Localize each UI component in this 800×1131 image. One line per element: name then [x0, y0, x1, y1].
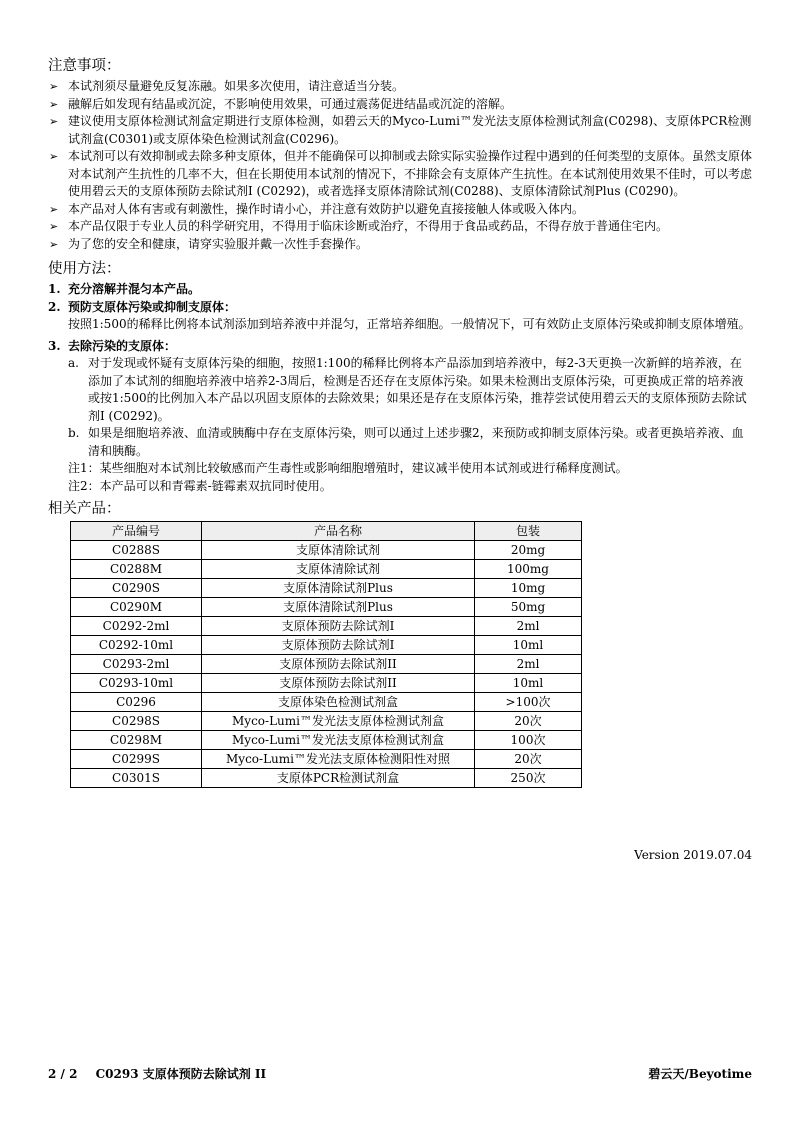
product-name: 支原体预防去除试剂II	[202, 674, 475, 693]
list-item	[48, 78, 752, 96]
product-code: C0290M	[71, 598, 202, 617]
product-code: C0296	[71, 693, 202, 712]
product-name: 支原体PCR检测试剂盒	[202, 769, 475, 788]
note-text: 本试剂须尽量避免反复冻融。如果多次使用，请注意适当分装。	[68, 79, 405, 93]
note-2: 注2：本产品可以和青霉素-链霉素双抗同时使用。	[68, 478, 332, 493]
product-package: 250次	[475, 769, 582, 788]
product-code: C0298S	[71, 712, 202, 731]
product-name: 支原体预防去除试剂II	[202, 655, 475, 674]
table-header-row	[71, 522, 582, 541]
note-text: 融解后如发现有结晶或沉淀，不影响使用效果，可通过震荡促进结晶或沉淀的溶解。	[68, 96, 513, 111]
usage-steps	[48, 281, 752, 495]
note-text: 本产品对人体有害或有刺激性，操作时请小心，并注意有效防护以避免直接接触人体或吸入体内。	[68, 201, 585, 216]
product-package: 100次	[475, 731, 582, 750]
product-code: C0288M	[71, 560, 202, 579]
sub-text: 如果是细胞培养液、血清或胰酶中存在支原体污染，则可以通过上述步骤2，来预防或抑制支原体污染。或者更换培养液、血清和胰酶。	[88, 426, 744, 458]
step-number: 1.	[48, 282, 61, 296]
table-row	[71, 674, 582, 693]
note-1: 注1：某些细胞对本试剂比较敏感而产生毒性或影响细胞增殖时，建议减半使用本试剂或进行稀释度测试。	[68, 461, 628, 475]
list-item	[48, 96, 752, 114]
table-row	[71, 598, 582, 617]
step-number: 3.	[48, 338, 61, 353]
product-package: 50mg	[475, 598, 582, 617]
table-row	[71, 750, 582, 769]
product-package: 20次	[475, 750, 582, 769]
list-item	[48, 201, 752, 219]
table-row	[71, 617, 582, 636]
product-package: 2ml	[475, 617, 582, 636]
arrow-bullet-icon: ➢	[49, 115, 59, 128]
product-name: 支原体清除试剂Plus	[202, 598, 475, 617]
product-code: C0298M	[71, 731, 202, 750]
table-row	[71, 712, 582, 731]
product-code: C0292-2ml	[71, 617, 202, 636]
list-item	[48, 236, 752, 254]
usage-title: 使用方法：	[48, 261, 121, 277]
product-package: 100mg	[475, 560, 582, 579]
table-row	[71, 769, 582, 788]
product-name: 支原体清除试剂	[202, 560, 475, 579]
product-code: C0293-10ml	[71, 674, 202, 693]
note-text: 建议使用支原体检测试剂盒定期进行支原体检测，如碧云天的Myco-Lumi™发光法支原体检测试剂盒(C0298)、支原体PCR检测试剂盒(C0301)或支原体染色检测试剂盒(C0296)。	[68, 114, 752, 146]
version-label: Version 2019.07.04	[634, 848, 752, 862]
product-name: Myco-Lumi™发光法支原体检测试剂盒	[202, 712, 475, 731]
product-name: 支原体清除试剂Plus	[202, 579, 475, 598]
step-3	[48, 338, 752, 356]
product-name: 支原体清除试剂	[202, 541, 475, 560]
notes-title: 注意事项：	[48, 58, 121, 74]
product-package: 2ml	[475, 655, 582, 674]
notes-list	[48, 78, 752, 253]
sub-text: 对于发现或怀疑有支原体污染的细胞，按照1:100的稀释比例将本产品添加到培养液中，每2-3天更换一次新鲜的培养液，在添加了本试剂的细胞培养液中培养2-3周后，检测是否还存在支原体污染。如果未检测出支原体污染，可更换成正常的培养液或按1:500的比例加入本产品以巩固支原体的去除效果；如果还是存在支原体污染，推荐尝试使用碧云天的支原体预防去除试剂I (C0292)。	[88, 356, 747, 423]
arrow-bullet-icon: ➢	[49, 150, 59, 163]
document-title: C0293 支原体预防去除试剂 II	[95, 1067, 267, 1081]
product-code: C0292-10ml	[71, 636, 202, 655]
table-row	[71, 655, 582, 674]
header-name: 产品名称	[202, 522, 475, 541]
product-name: 支原体预防去除试剂I	[202, 636, 475, 655]
product-package: 10ml	[475, 674, 582, 693]
product-package: 20mg	[475, 541, 582, 560]
product-code: C0301S	[71, 769, 202, 788]
table-row	[71, 579, 582, 598]
step-text: 预防支原体污染或抑制支原体：	[68, 299, 237, 314]
step-2-body: 按照1:500的稀释比例将本试剂添加到培养液中并混匀，正常培养细胞。一般情况下，可有效防止支原体污染或抑制支原体增殖。	[68, 317, 751, 331]
product-code: C0299S	[71, 750, 202, 769]
product-code: C0288S	[71, 541, 202, 560]
products-title: 相关产品：	[48, 501, 121, 517]
arrow-bullet-icon: ➢	[49, 80, 59, 93]
brand-name: 碧云天/Beyotime	[648, 1067, 752, 1081]
sub-letter: a.	[68, 356, 79, 370]
header-package: 包装	[475, 522, 582, 541]
step-1	[48, 281, 752, 299]
list-item	[48, 148, 752, 201]
product-package: 10ml	[475, 636, 582, 655]
sub-letter: b.	[68, 426, 80, 440]
header-code: 产品编号	[71, 522, 202, 541]
table-row	[71, 636, 582, 655]
product-name: 支原体染色检测试剂盒	[202, 693, 475, 712]
arrow-bullet-icon: ➢	[49, 97, 59, 111]
step-text: 去除污染的支原体：	[68, 338, 177, 353]
step-3a	[48, 355, 752, 425]
product-code: C0293-2ml	[71, 655, 202, 674]
step-2	[48, 299, 752, 317]
page-number: 2 / 2	[48, 1067, 78, 1081]
note-text: 为了您的安全和健康，请穿实验服并戴一次性手套操作。	[68, 236, 369, 251]
document-page	[48, 56, 752, 788]
step-number: 2.	[48, 299, 61, 314]
product-name: 支原体预防去除试剂I	[202, 617, 475, 636]
list-item	[48, 218, 752, 236]
product-code: C0290S	[71, 579, 202, 598]
note-text: 本试剂可以有效抑制或去除多种支原体，但并不能确保可以抑制或去除实际实验操作过程中遇到的任何类型的支原体。虽然支原体对本试剂产生抗性的几率不大，但在长期使用本试剂的情况下，不排除会有支原体产生抗性。在本试剂使用效果不佳时，可以考虑使用碧云天的支原体预防去除试剂I (C0292)，或者选择支原体清除试剂(C0288)、支原体清除试剂Plus (C0290)。	[68, 149, 753, 198]
product-package: 10mg	[475, 579, 582, 598]
table-row	[71, 541, 582, 560]
arrow-bullet-icon: ➢	[49, 237, 59, 251]
table-row	[71, 731, 582, 750]
note-text: 本产品仅限于专业人员的科学研究用，不得用于临床诊断或治疗，不得用于食品或药品，不得存放于普通住宅内。	[68, 219, 669, 233]
list-item	[48, 113, 752, 148]
step-3b	[48, 425, 752, 460]
arrow-bullet-icon: ➢	[49, 202, 59, 216]
product-package: >100次	[475, 693, 582, 712]
step-text: 充分溶解并混匀本产品。	[68, 282, 201, 296]
product-name: Myco-Lumi™发光法支原体检测阳性对照	[202, 750, 475, 769]
page-footer	[48, 1066, 752, 1084]
product-name: Myco-Lumi™发光法支原体检测试剂盒	[202, 731, 475, 750]
product-package: 20次	[475, 712, 582, 731]
table-row	[71, 560, 582, 579]
products-table	[70, 521, 582, 788]
table-row	[71, 693, 582, 712]
arrow-bullet-icon: ➢	[49, 220, 59, 233]
